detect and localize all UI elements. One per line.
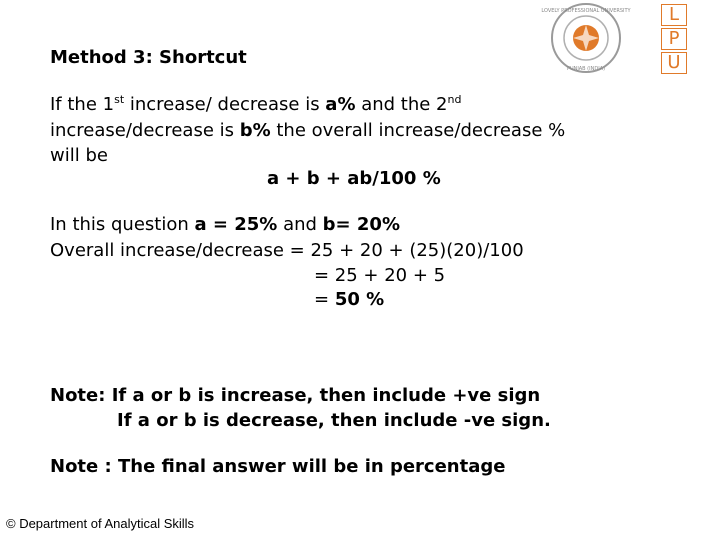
note-final-answer: Note : The final answer will be in percentage (50, 456, 506, 477)
question-line-2: Overall increase/decrease = 25 + 20 + (25)(20)/100 (50, 240, 524, 261)
note-sign-decrease: If a or b is decrease, then include -ve sign. (117, 410, 551, 431)
question-line-4: = 50 % (314, 289, 385, 310)
lpu-letter-logo (661, 4, 687, 76)
note-sign-increase: Note: If a or b is increase, then include +ve sign (50, 385, 541, 406)
logo-letter-u: U (661, 52, 687, 74)
intro-line-2: increase/decrease is b% the overall increase/decrease % (50, 120, 566, 141)
svg-text:PUNJAB (INDIA): PUNJAB (INDIA) (566, 66, 606, 72)
svg-text:LOVELY PROFESSIONAL UNIVERSITY: LOVELY PROFESSIONAL UNIVERSITY (541, 8, 631, 14)
intro-line-3: will be (50, 145, 108, 166)
footer-copyright: © Department of Analytical Skills (6, 516, 195, 531)
logo-letter-l: L (661, 4, 687, 26)
slide-heading: Method 3: Shortcut (50, 47, 247, 68)
question-line-1: In this question a = 25% and b= 20% (50, 214, 400, 235)
logo-letter-p: P (661, 28, 687, 50)
university-seal-logo (536, 2, 636, 74)
formula: a + b + ab/100 % (267, 168, 441, 189)
intro-line-1: If the 1st increase/ decrease is a% and the 2nd (50, 93, 462, 115)
question-line-3: = 25 + 20 + 5 (314, 265, 446, 286)
